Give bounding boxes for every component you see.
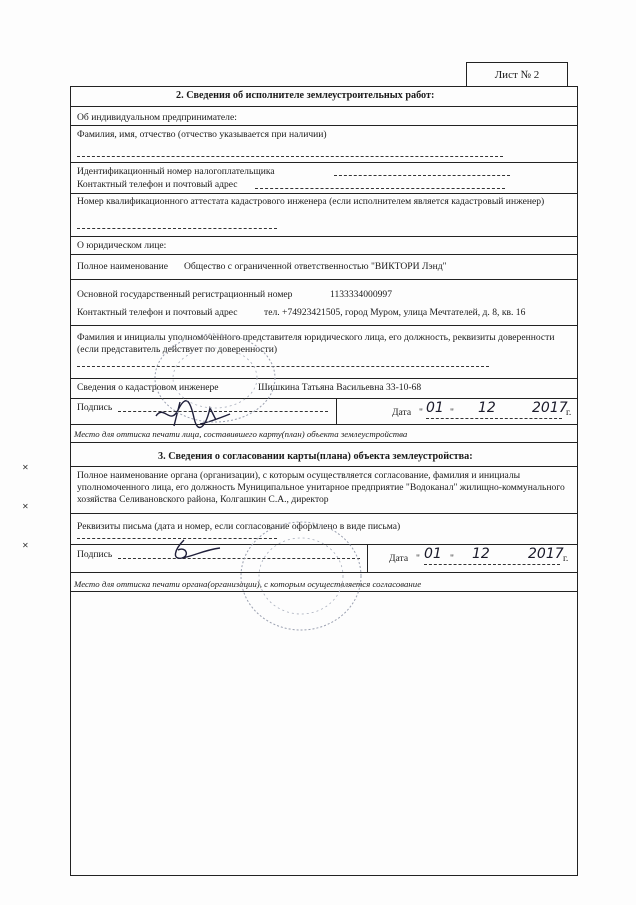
divider [70,125,578,126]
date-label: Дата [389,553,409,564]
engineer-label: Сведения о кадастровом инженере [77,382,219,393]
date-year: 2017 [532,400,568,416]
letter-label: Реквизиты письма (дата и номер, если согласование оформлено в виде письма) [77,521,401,532]
signature-label: Подпись [77,402,113,413]
year-suffix: г. [563,553,569,564]
date-month: 12 [478,400,496,416]
divider [367,544,368,572]
divider [70,162,578,163]
inn-line [334,175,510,176]
quote-close: " [450,553,454,564]
divider [70,513,578,514]
quote-open: " [416,553,420,564]
stamp-note: Место для оттиска печати лица, составившего карту(план) объекта землеустройства [74,429,408,439]
ogrn-label: Основной государственный регистрационный номер [77,289,293,300]
divider [70,398,578,399]
date-line [424,564,560,565]
engineer-value: Шишкина Татьяна Васильевна 33-10-68 [258,382,422,393]
divider [70,442,578,443]
year-suffix: г. [566,407,572,418]
cert-label: Номер квалификационного аттестата кадастрового инженера (если исполнителем является кадастровый инженер) [77,196,545,207]
cert-line [77,228,277,229]
divider [70,466,578,467]
signature-label: Подпись [77,549,113,560]
legal-name-value: Общество с ограниченной ответственностью "ВИКТОРИ Лэнд" [184,261,447,272]
legal-heading: О юридическом лице: [77,240,167,251]
representative-label: Фамилия и инициалы уполномоченного представителя юридического лица, его должность, реквизиты доверенности (если представитель действует по доверенности) [77,332,555,355]
organization-text: Полное наименование органа (организации), с которым осуществляется согласование, фамилия и инициалы уполномоченного лица, его должность Муниципальное унитарное предприятие "Водоканал" жилищно-коммунального хозяйства Селивановского района, Колгашкин С.А., директор [77,470,565,505]
divider [70,378,578,379]
sheet-number: Лист № 2 [466,62,568,86]
legal-contact-value: тел. +74923421505, город Муром, улица Мечтателей, д. 8, кв. 16 [264,307,526,318]
punch-mark: ✕ [22,541,29,550]
section2-title: 2. Сведения об исполнителе землеустроительных работ: [176,90,435,101]
date-line [426,418,562,419]
inn-label: Идентификационный номер налогоплательщика [77,166,275,177]
signature-scribble [164,536,224,566]
individual-heading: Об индивидуальном предпринимателе: [77,112,237,123]
official-seal [236,518,366,634]
punch-mark: ✕ [22,502,29,511]
quote-close: " [450,407,454,418]
date-day: 01 [426,400,444,416]
quote-open: " [419,407,423,418]
contact-label-ip: Контактный телефон и почтовый адрес [77,179,238,190]
divider [70,254,578,255]
divider [70,236,578,237]
date-label: Дата [392,407,412,418]
representative-line [77,366,489,367]
full-name-line [77,156,503,157]
official-seal [150,330,280,426]
contact-line-ip [255,188,505,189]
date-day: 01 [424,546,442,562]
date-month: 12 [472,546,490,562]
legal-name-label: Полное наименование [77,261,169,272]
divider [70,106,578,107]
ogrn-value: 1133334000997 [330,289,393,300]
full-name-label: Фамилия, имя, отчество (отчество указывается при наличии) [77,129,327,140]
divider [70,193,578,194]
divider [70,279,578,280]
punch-mark: ✕ [22,463,29,472]
legal-contact-label: Контактный телефон и почтовый адрес [77,307,238,318]
stamp-note: Место для оттиска печати органа(организации), с которым осуществляется согласование [74,579,422,589]
date-year: 2017 [528,546,564,562]
divider [336,398,337,424]
divider [70,424,578,425]
section3-title: 3. Сведения о согласовании карты(плана) объекта землеустройства: [158,451,473,462]
divider [70,325,578,326]
